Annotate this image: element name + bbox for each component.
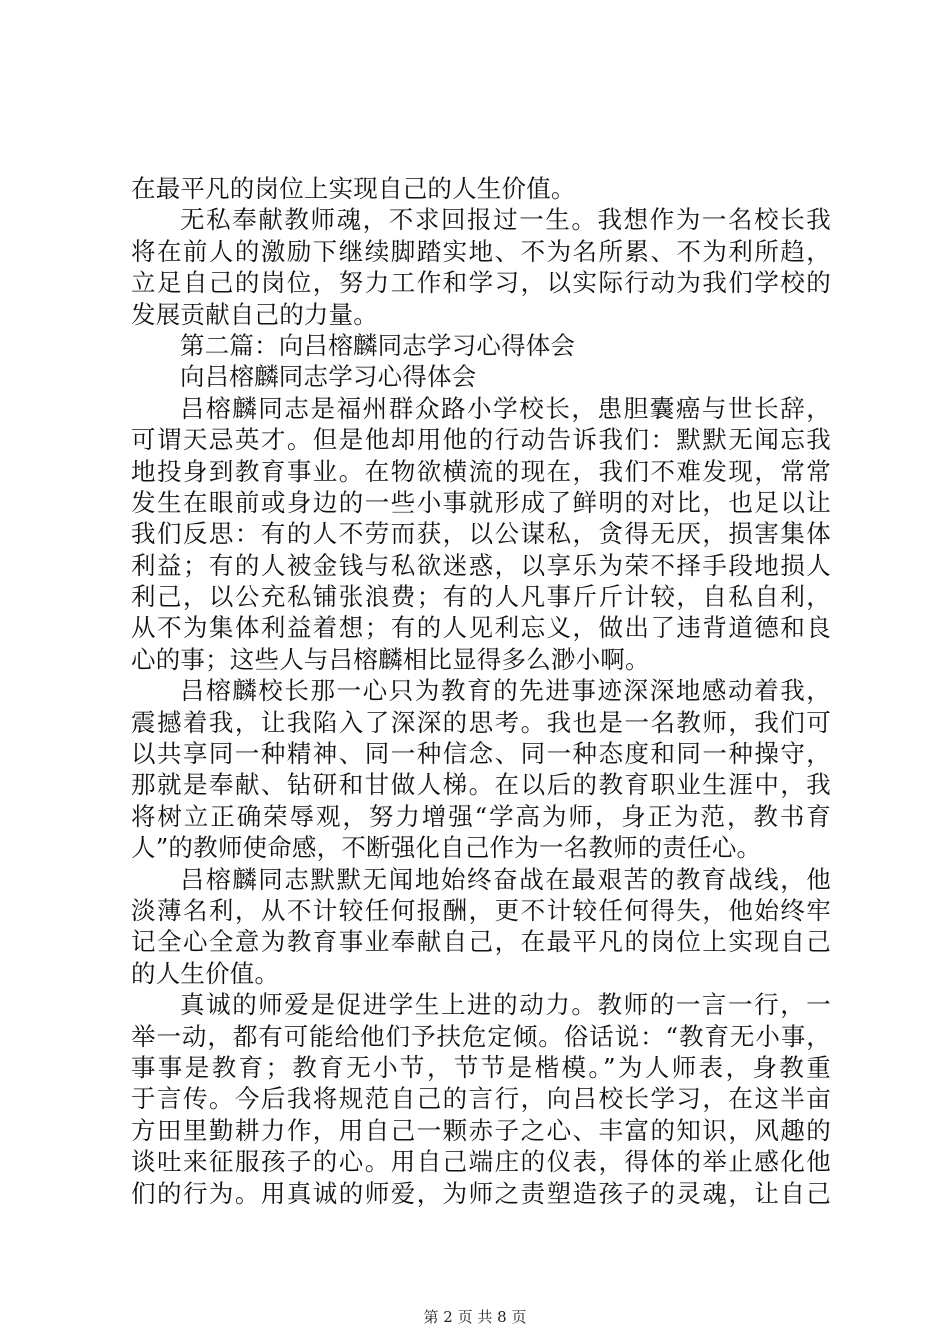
text-line: 在最平凡的岗位上实现自己的人生价值。 xyxy=(131,174,576,203)
text-line: 吕榕麟校长那一心只为教育的先进事迹深深地感动着我， xyxy=(180,676,831,706)
text-line: 利己，以公充私铺张浪费；有的人凡事斤斤计较，自私自利， xyxy=(131,582,831,612)
page-footer: 第 2 页 共 8 页 xyxy=(423,1308,527,1326)
text-line: 淡薄名利，从不计较任何报酬，更不计较任何得失，他始终牢 xyxy=(131,895,831,925)
text-line: 吕榕麟同志是福州群众路小学校长，患胆囊癌与世长辞， xyxy=(180,393,831,423)
text-line: 以共享同一种精神、同一种信念、同一种态度和同一种操守， xyxy=(131,739,831,769)
text-line: 心的事；这些人与吕榕麟相比显得多么渺小啊。 xyxy=(131,644,650,674)
text-line: 无私奉献教师魂，不求回报过一生。我想作为一名校长我 xyxy=(180,205,831,235)
text-line: 将在前人的激励下继续脚踏实地、不为名所累、不为利所趋， xyxy=(131,236,831,266)
text-line: 我们反思：有的人不劳而获，以公谋私，贪得无厌，损害集体 xyxy=(131,519,831,549)
text-line: 从不为集体利益着想；有的人见利忘义，做出了违背道德和良 xyxy=(131,613,831,643)
text-line: 向吕榕麟同志学习心得体会 xyxy=(180,362,477,392)
text-line: 记全心全意为教育事业奉献自己，在最平凡的岗位上实现自己 xyxy=(131,927,831,957)
text-line: 发生在眼前或身边的一些小事就形成了鲜明的对比，也足以让 xyxy=(131,487,831,517)
text-line: 地投身到教育事业。在物欲横流的现在，我们不难发现，常常 xyxy=(131,456,831,486)
text-line: 人”的教师使命感，不断强化自己作为一名教师的责任心。 xyxy=(131,833,762,863)
text-line: 方田里勤耕力作，用自己一颗赤子之心、丰富的知识，风趣的 xyxy=(131,1115,831,1145)
text-line: 第二篇：向吕榕麟同志学习心得体会 xyxy=(180,330,576,360)
text-line: 可谓天忌英才。但是他却用他的行动告诉我们：默默无闻忘我 xyxy=(131,425,831,455)
text-line: 发展贡献自己的力量。 xyxy=(131,299,378,329)
text-line: 真诚的师爱是促进学生上进的动力。教师的一言一行，一 xyxy=(180,990,831,1020)
text-line: 将树立正确荣辱观，努力增强“学高为师，身正为范，教书育 xyxy=(131,801,831,831)
document-body xyxy=(131,173,831,1209)
text-line: 吕榕麟同志默默无闻地始终奋战在最艰苦的教育战线，他 xyxy=(180,864,831,894)
text-line: 利益；有的人被金钱与私欲迷惑，以享乐为荣不择手段地损人 xyxy=(131,550,831,580)
text-line: 事事是教育；教育无小节，节节是楷模。”为人师表，身教重 xyxy=(131,1052,831,1082)
text-line: 们的行为。用真诚的师爱，为师之责塑造孩子的灵魂，让自己 xyxy=(131,1178,831,1208)
text-line: 谈吐来征服孩子的心。用自己端庄的仪表，得体的举止感化他 xyxy=(131,1147,831,1177)
text-line: 的人生价值。 xyxy=(131,958,280,988)
text-line: 那就是奉献、钻研和甘做人梯。在以后的教育职业生涯中，我 xyxy=(131,770,831,800)
text-line: 震撼着我，让我陷入了深深的思考。我也是一名教师，我们可 xyxy=(131,707,831,737)
text-line: 立足自己的岗位，努力工作和学习，以实际行动为我们学校的 xyxy=(131,268,831,298)
text-line: 举一动，都有可能给他们予扶危定倾。俗话说：“教育无小事， xyxy=(131,1021,831,1051)
text-line: 于言传。今后我将规范自己的言行，向吕校长学习，在这半亩 xyxy=(131,1084,831,1114)
